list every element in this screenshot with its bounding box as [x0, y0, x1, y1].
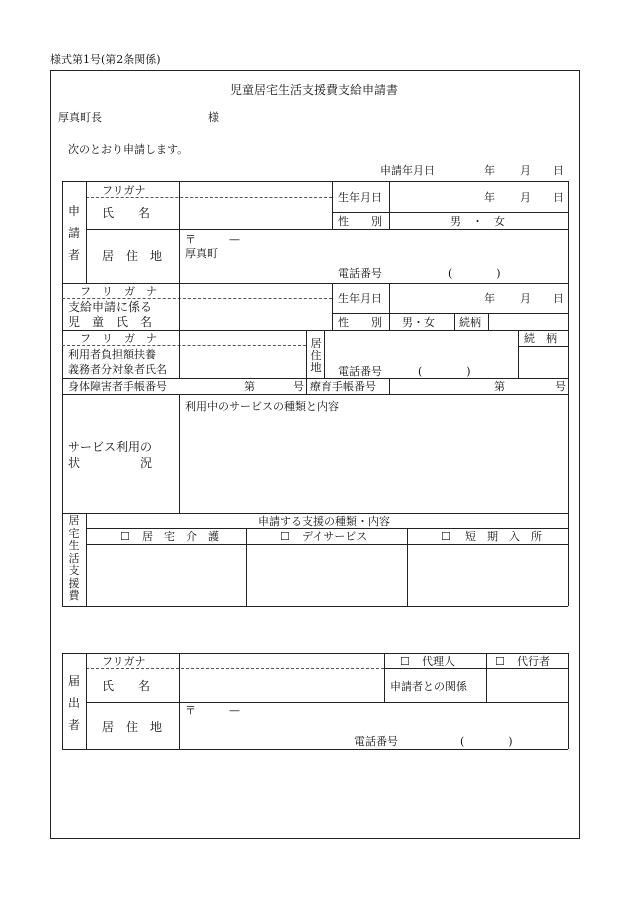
applicant-birth-label: 生年月日	[338, 191, 382, 204]
disability-handbook-label: 身体障害者手帳番号	[68, 380, 167, 393]
applicant-phone-label: 電話番号	[338, 267, 382, 280]
disability-handbook-no: 第	[244, 380, 255, 393]
form-number: 様式第1号(第2条関係)	[50, 53, 161, 66]
child-furigana-label: フ リ ガ ナ	[80, 285, 157, 298]
child-birth-month: 月	[520, 292, 531, 305]
notifier-name-label: 氏 名	[102, 679, 151, 693]
date-year: 年	[484, 164, 495, 177]
proxy-label: 代行者	[517, 655, 550, 668]
dependent-phone-paren: ( )	[418, 365, 471, 378]
applicant-sex-label: 性 別	[338, 215, 382, 228]
notifier-furigana-label: フリガナ	[102, 655, 146, 668]
child-label-line2: 児 童 氏 名	[68, 315, 153, 329]
notifier-postal: 〒 —	[185, 704, 240, 717]
child-label-line1: 支給申請に係る	[68, 300, 153, 314]
notifier-relation-label: 申請者との関係	[390, 680, 467, 693]
applicant-section-label: 申請者	[67, 204, 80, 262]
home-care-label: 居 宅 介 護	[142, 530, 219, 543]
dependent-residence-label: 居住地	[310, 337, 322, 374]
child-sex-label: 性 別	[338, 316, 382, 329]
honorific: 様	[208, 111, 219, 124]
child-sex-options: 男・女	[402, 316, 435, 329]
applicant-furigana-label: フリガナ	[102, 184, 146, 197]
support-section-label: 居宅生活支援費	[68, 514, 80, 602]
applicant-address-label: 居 住 地	[102, 249, 163, 263]
dependent-label-line1: 利用者負担額扶養	[68, 348, 156, 361]
applicant-name-label: 氏 名	[102, 206, 151, 220]
service-content-label: 利用中のサービスの種類と内容	[185, 400, 339, 413]
support-header: 申請する支援の種類・内容	[258, 515, 390, 528]
applicant-birth-day: 日	[553, 191, 564, 204]
child-birth-label: 生年月日	[338, 292, 382, 305]
intro-text: 次のとおり申請します。	[68, 143, 189, 156]
day-service-label: デイサービス	[302, 530, 368, 543]
applicant-sex-options: 男 ・ 女	[450, 215, 505, 228]
date-month: 月	[520, 164, 531, 177]
short-stay-checkbox[interactable]: ☐	[441, 530, 451, 543]
applicant-birth-month: 月	[520, 191, 531, 204]
addressee: 厚真町長	[58, 111, 102, 124]
child-relation-label: 続柄	[459, 316, 481, 329]
service-label-line2: 状 況	[68, 456, 153, 470]
applicant-town: 厚真町	[185, 247, 218, 260]
notifier-section-label: 届出者	[67, 674, 80, 732]
dependent-relation-label: 続 柄	[524, 332, 557, 345]
day-service-checkbox[interactable]: ☐	[280, 530, 290, 543]
notifier-phone-label: 電話番号	[354, 735, 398, 748]
dependent-phone-label: 電話番号	[338, 365, 382, 378]
proxy-checkbox[interactable]: ☐	[495, 655, 505, 668]
rehab-handbook-no: 第	[494, 380, 505, 393]
applicant-phone-paren: ( )	[448, 267, 501, 280]
child-birth-year: 年	[484, 292, 495, 305]
disability-handbook-go: 号	[293, 380, 304, 393]
rehab-handbook-label: 療育手帳番号	[310, 380, 376, 393]
dependent-label-line2: 義務者分対象者氏名	[68, 363, 167, 376]
application-date-label: 申請年月日	[380, 164, 435, 177]
short-stay-label: 短 期 入 所	[465, 530, 542, 543]
agent-label: 代理人	[422, 655, 455, 668]
rehab-handbook-go: 号	[555, 380, 566, 393]
child-birth-day: 日	[553, 292, 564, 305]
notifier-address-label: 居 住 地	[102, 720, 163, 734]
applicant-birth-year: 年	[484, 191, 495, 204]
dependent-furigana-label: フ リ ガ ナ	[80, 332, 157, 345]
notifier-phone-paren: ( )	[460, 735, 513, 748]
service-label-line1: サービス利用の	[68, 440, 153, 454]
agent-checkbox[interactable]: ☐	[400, 655, 410, 668]
home-care-checkbox[interactable]: ☐	[120, 530, 130, 543]
applicant-postal: 〒 —	[185, 233, 240, 246]
date-day: 日	[553, 164, 564, 177]
form-title: 児童居宅生活支援費支給申請書	[230, 83, 399, 97]
